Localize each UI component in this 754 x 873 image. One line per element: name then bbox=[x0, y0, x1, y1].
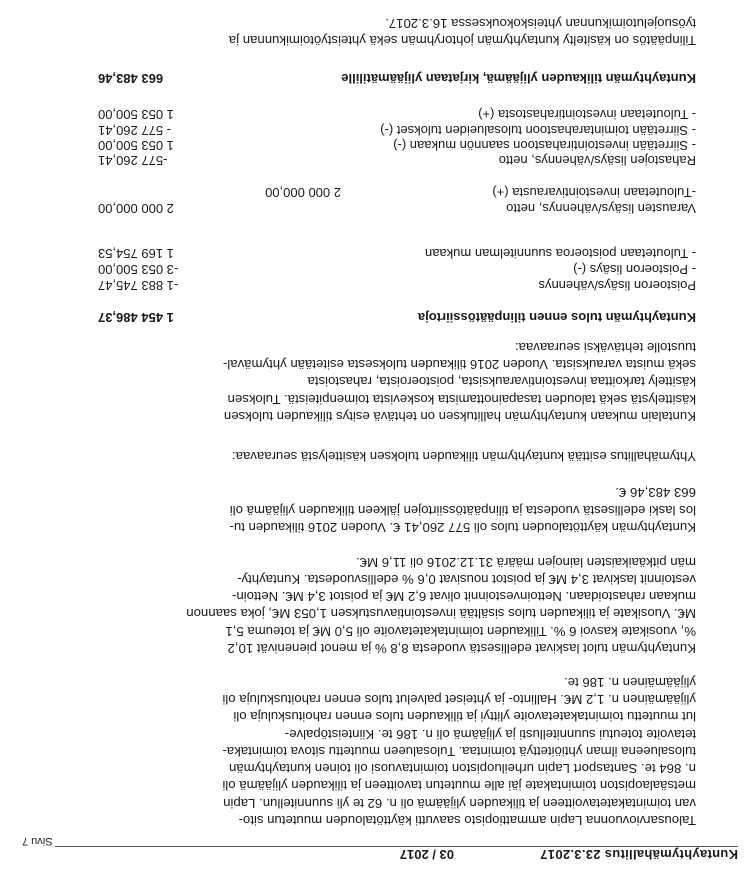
page-number: Sivu 7 bbox=[22, 835, 53, 847]
line: työsuojelutoimikunnan yhteiskokouksessa 16.3.2017. bbox=[385, 15, 696, 31]
line: ylijäämäinen n. 186 te. bbox=[564, 674, 696, 690]
row-amount: 2 000 000,00 bbox=[98, 201, 174, 216]
line: män pitkäaikaisten lainojen määrä 31.12.2016 oli 11,6 M€. bbox=[356, 554, 696, 570]
row-poistoero-lisays bbox=[56, 261, 696, 277]
row-label: - Tuloutetaan poistoeroa suunnitelman mukaan bbox=[424, 246, 696, 261]
row-amount: 1 454 486,37 bbox=[98, 310, 174, 325]
paragraph-1 bbox=[56, 673, 696, 829]
paragraph-2 bbox=[56, 553, 696, 657]
row-amount: 663 483,46 bbox=[98, 71, 164, 86]
row-label: Poistoeron lisäys/vähennys bbox=[538, 278, 696, 293]
paragraph-4 bbox=[56, 448, 696, 465]
paragraph-5 bbox=[56, 339, 696, 425]
line: n. 864 te. Santasport Lapin urheiluopiston toimintavuosi oli toinen kuntayhtymän bbox=[229, 761, 696, 777]
header-meeting-number: 03 / 2017 bbox=[399, 847, 454, 862]
row-varaus bbox=[56, 200, 696, 216]
row-rahasto-1 bbox=[56, 137, 696, 153]
line: metsäalaopiston toimintakate jäi alle muutetun tavoitteen ja tilikauden ylijäämä oli bbox=[222, 778, 696, 794]
line: %, vuosikate kasvoi 6 %. Tilikauden toimintakatetavoite oli 5,0 M€ ja toteuma 5,1 bbox=[225, 623, 696, 639]
row-amount-mid: 2 000 000,00 bbox=[265, 185, 341, 200]
row-label: Rahastojen lisäys/vähennys, netto bbox=[498, 153, 696, 168]
row-amount: 1 053 500,00 bbox=[98, 138, 174, 153]
row-rahasto-3 bbox=[56, 106, 696, 122]
row-label: Varausten lisäys/vähennys, netto bbox=[506, 201, 696, 216]
row-amount: -3 053 500,00 bbox=[98, 262, 179, 277]
line: mukaan rahastoidaan. Nettoinvestoinnit olivat 6,2 M€ ja poistot 3,4 M€. Nettoin- bbox=[231, 589, 696, 605]
line: tulosalueena ilman yhtiöitettyä toimintaa. Tulosalueen muutettu sitova toimintaka- bbox=[222, 743, 696, 759]
line: Yhtymähallitus esittää kuntayhtymän tilikauden tuloksen käsittelystä seuraavaa: bbox=[231, 449, 696, 464]
line: 663 483,46 €. bbox=[615, 485, 696, 501]
row-label: - Siirretään investointirahastoon saannön mukaan (-) bbox=[393, 138, 696, 153]
line: van toimintakatetavoitteen ja tilikauden ylijäämä oli n. 62 te yli suunnitellun. Lapin bbox=[223, 795, 696, 811]
row-label: Kuntayhtymän tilikauden ylijäämä, kirjataan ylijäämätilille bbox=[341, 71, 696, 86]
row-ylijaama bbox=[56, 70, 696, 86]
row-label: Kuntayhtymän tulos ennen tilinpäätössiirtoja bbox=[417, 310, 696, 325]
line: sekä muista varauksista. Vuoden 2016 tilikauden tuloksesta esitetään yhtymäval- bbox=[222, 357, 696, 373]
row-rahasto bbox=[56, 152, 696, 168]
line: lut muutettu toimintakatetavoite ylittyi ja tilikauden tulos ennen rahoituskuluja oli bbox=[233, 709, 696, 725]
row-amount: 1 169 754,53 bbox=[98, 246, 174, 261]
row-amount: -1 883 745,47 bbox=[98, 278, 179, 293]
row-varaus-tuloutus bbox=[56, 184, 696, 200]
row-label: - Siirretään toimintarahastoon tulosalueiden tulokset (-) bbox=[380, 123, 696, 138]
row-rahasto-2 bbox=[56, 122, 696, 138]
header-rule bbox=[55, 846, 738, 847]
paragraph-3 bbox=[56, 484, 696, 536]
line: käsittely tarkoittaa investointivarauksista, poistoeroista, rahastoista bbox=[307, 374, 696, 390]
line: Kuntayhtymän käyttötalouden tulos oli 577 260,41 €. Vuoden 2016 tilikauden tu- bbox=[229, 520, 696, 535]
row-tulos-ennen bbox=[56, 309, 696, 325]
line: käsittelystä sekä talouden tasapainottamista koskevista toimenpiteistä. Tuloksen bbox=[227, 391, 696, 407]
row-amount: 1 053 500,00 bbox=[98, 107, 174, 122]
row-amount: -577 260,41 bbox=[98, 153, 168, 168]
row-label: - Tuloutetaan investointirahastosta (+) bbox=[478, 107, 696, 122]
line: M€. Vuosikate ja tilikauden tulos sisältää investointiavustuksen 1,053 M€, joka saannon bbox=[186, 606, 696, 622]
line: Kuntalain mukaan kuntayhtymän hallituksen on tehtävä esitys tilikauden tuloksen bbox=[223, 409, 696, 424]
row-poistoero-tuloutus bbox=[56, 245, 696, 261]
row-label: - Poistoeron lisäys (-) bbox=[573, 262, 696, 277]
closing-paragraph bbox=[56, 14, 696, 49]
line: tuustolle tehtäväksi seuraavaa: bbox=[514, 339, 696, 355]
line: Tilinpäätös on käsitelty kuntayhtymän johtoryhmän sekä yhteistyötoimikunnan ja bbox=[228, 33, 696, 48]
row-poistoero bbox=[56, 277, 696, 293]
line: vestoinnit laskivat 3,4 M€ ja poistot nousivat 0,6 % edellisvuodesta. Kuntayhty- bbox=[237, 571, 696, 587]
header-title: Kuntayhtymähallitus 23.3.2017 bbox=[540, 847, 738, 862]
row-label: -Tuloutetaan investointivarausta (+) bbox=[492, 185, 696, 200]
line: los laski edellisestä vuodesta ja tilinpäätössiirtojen jälkeen tilikauden ylijäämä oli bbox=[229, 502, 696, 518]
row-amount: - 577 260,41 bbox=[98, 123, 172, 138]
line: Kuntayhtymän tulot laskivat edellisestä vuodesta 8,8 % ja menot pienenivät 10,2 bbox=[227, 641, 696, 656]
line: Talousarviovuonna Lapin ammattiopisto saavutti käyttötalouden muutetun sito- bbox=[238, 813, 696, 828]
line: tetavoite toteutui suunnitellusti ja ylijäämä oli n. 186 te. Kiinteistöpalve- bbox=[284, 726, 696, 742]
line: ylijäämäinen n. 1,2 M€. Hallinto- ja yhteiset palvelut tulos ennen rahoituskuluja oli bbox=[222, 691, 696, 707]
